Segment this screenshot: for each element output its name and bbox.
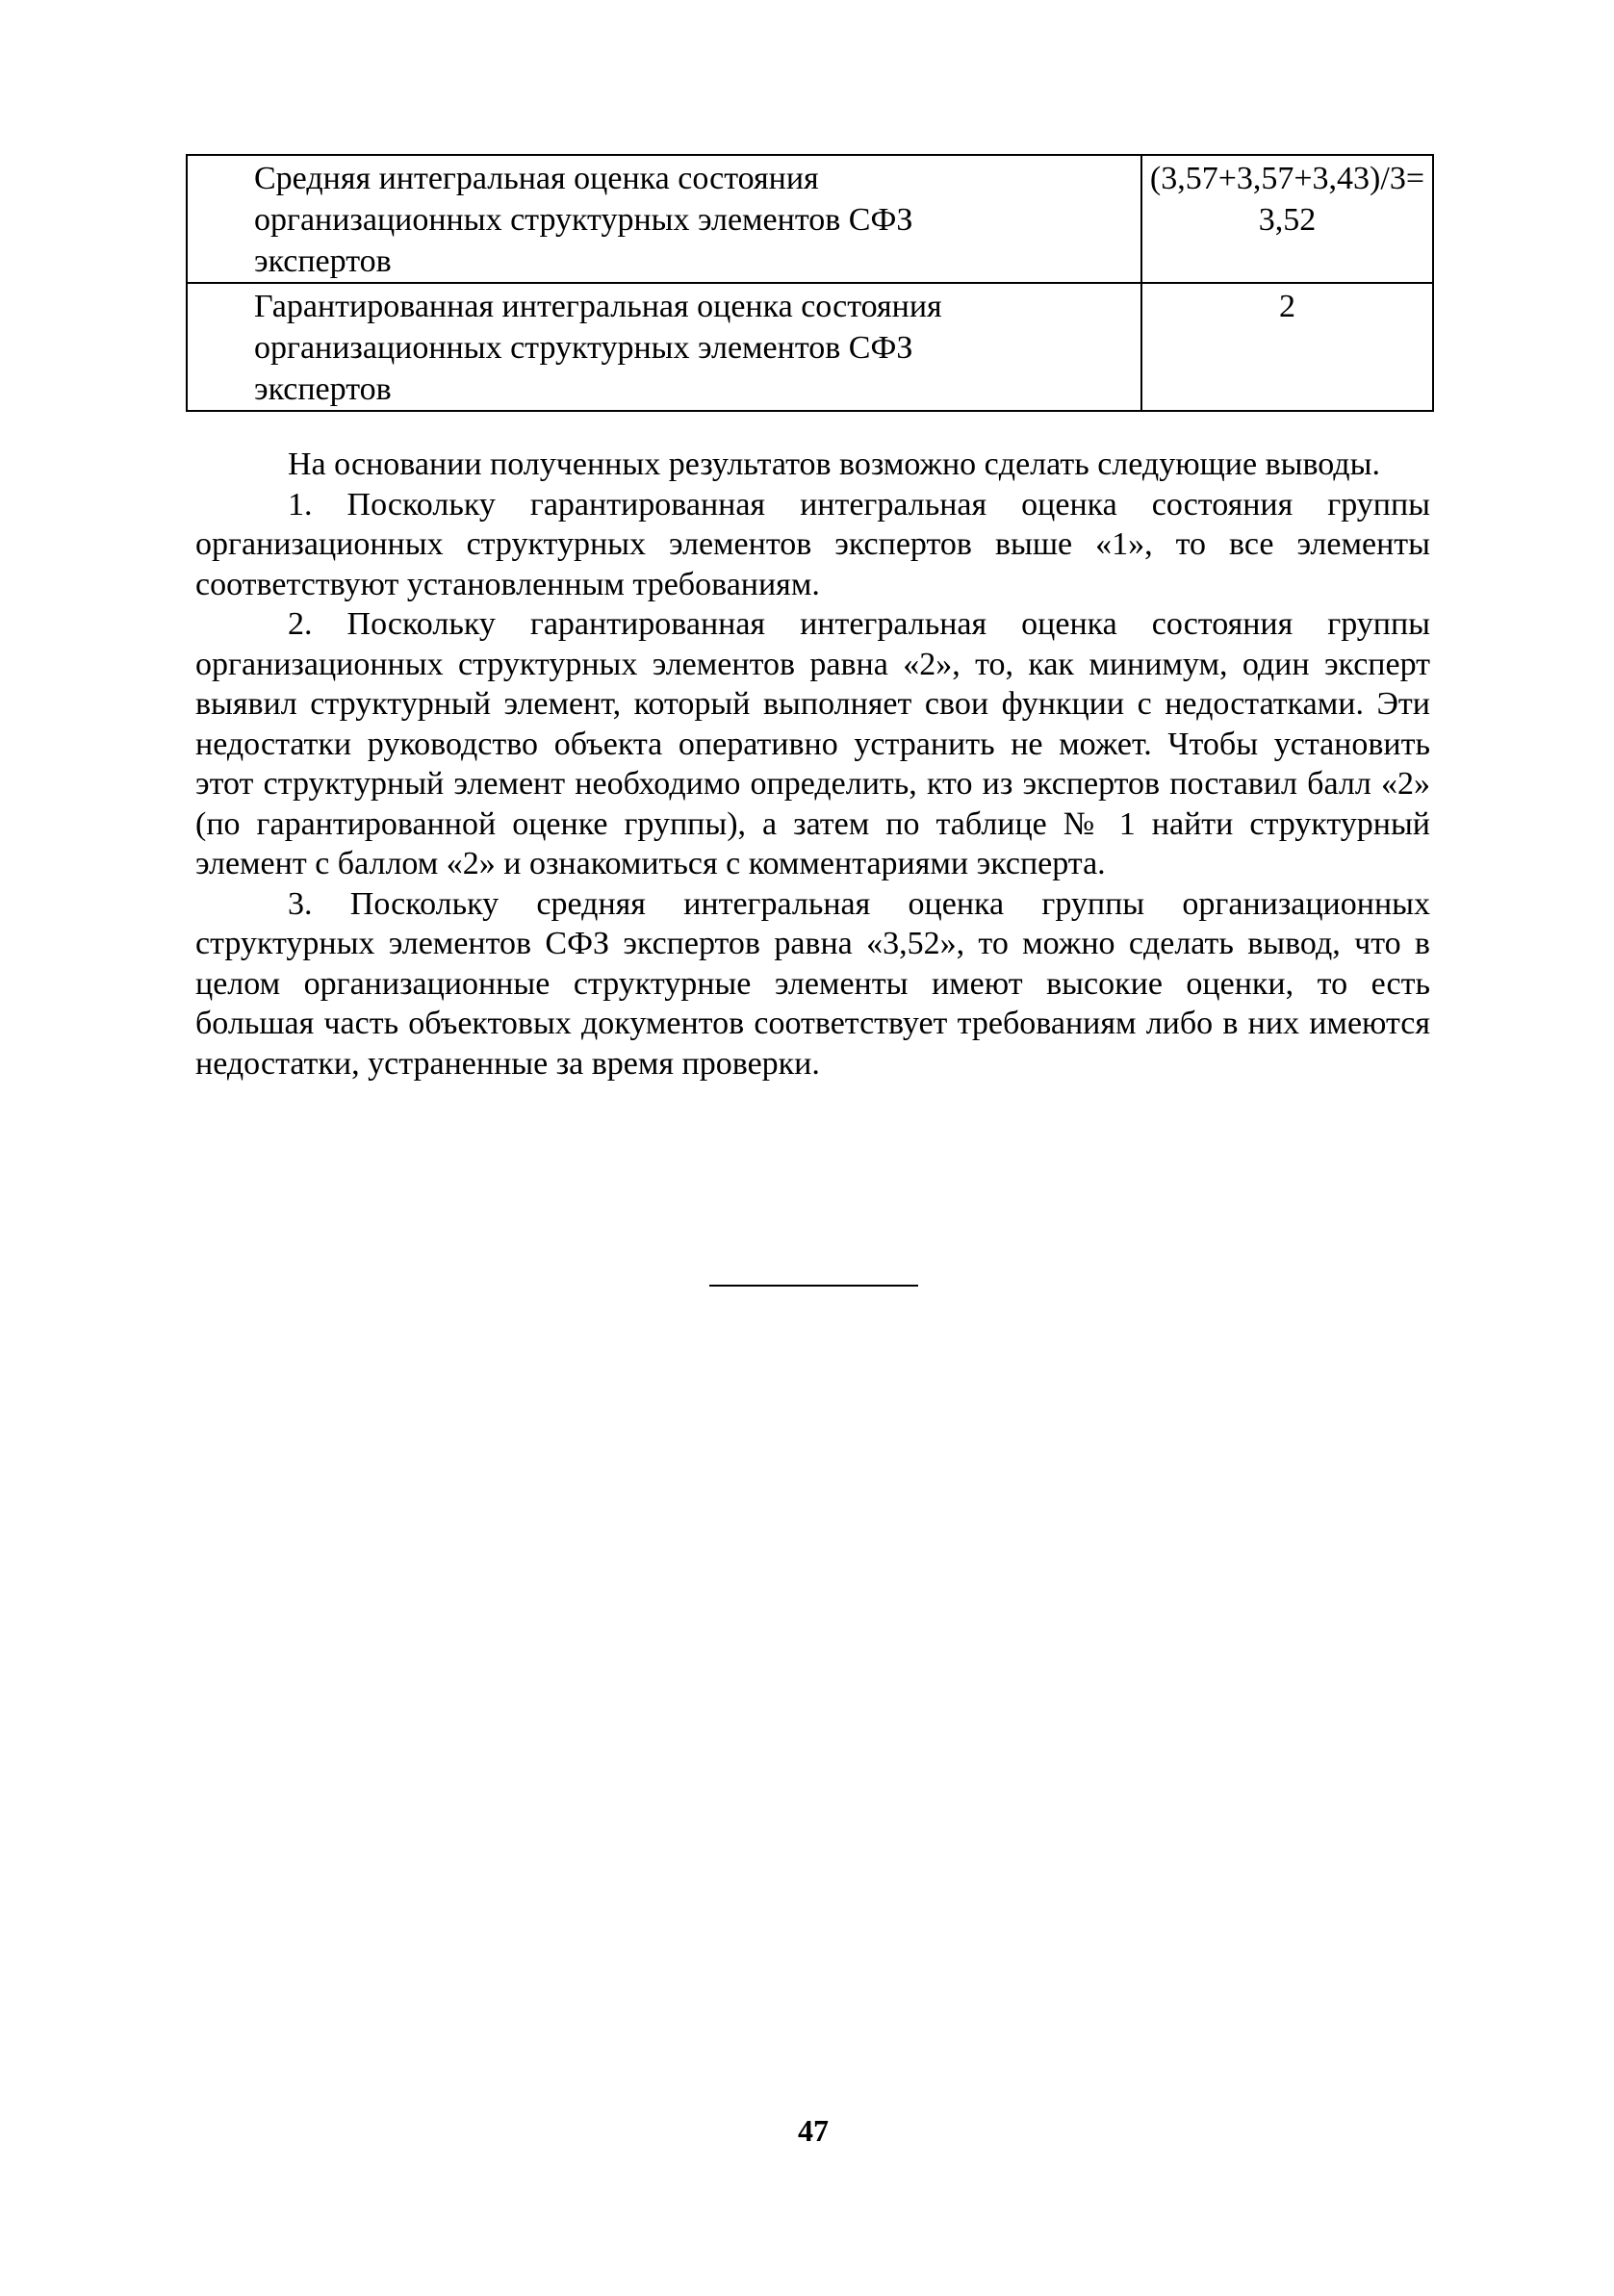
table-cell-formula: (3,57+3,57+3,43)/3= [1149,161,1424,196]
table-row-guaranteed-score [187,283,1433,411]
conclusion-paragraph-2: 2. Поскольку гарантированная интегральная оценка состояния группы организационных структурных элементов равна «2», то, как минимум, один эксперт выявил структурный элемент, который выполняет свои функции с недостатками. Эти недостатки руководство объекта оперативно устранить не может. Чтобы установить этот структурный элемент необходимо определить, кто из экспертов поставил балл «2» (по гарантированной оценке группы), а затем по таблице № 1 найти структурный элемент с баллом «2» и ознакомиться с комментариями эксперта. [195,606,1430,881]
table-cell-label [187,283,1141,411]
conclusion-paragraph-3: 3. Поскольку средняя интегральная оценка группы организационных структурных элементов СФЗ экспертов равна «3,52», то можно сделать вывод, что в целом организационные структурные элементы имеют высокие оценки, то есть большая часть объектовых документов соответствует требованиям либо в них имеются недостатки, устраненные за время проверки. [195,885,1430,1082]
table-cell-text: экспертов [254,243,392,279]
table-row-average-score [187,155,1433,283]
page-number: 47 [798,2113,829,2148]
table-cell-text: Средняя интегральная оценка состояния [254,161,819,196]
table-cell-text: организационных структурных элементов СФЗ [254,330,913,366]
section-divider [709,1285,918,1287]
table-cell-result: 2 [1278,289,1295,324]
conclusions-text [195,445,1430,1084]
score-table [186,154,1434,412]
table-cell-result: 3,52 [1258,202,1317,238]
table-cell-text: Гарантированная интегральная оценка состояния [254,289,942,324]
table-cell-text: экспертов [254,371,392,407]
conclusion-paragraph-1: 1. Поскольку гарантированная интегральная оценка состояния группы организационных структурных элементов экспертов выше «1», то все элементы соответствуют установленным требованиям. [195,486,1430,602]
table-cell-text: организационных структурных элементов СФЗ [254,202,913,238]
table-cell-label [187,155,1141,283]
table-cell-value [1141,283,1433,411]
intro-paragraph: На основании полученных результатов возможно сделать следующие выводы. [288,446,1380,482]
table-cell-value [1141,155,1433,283]
